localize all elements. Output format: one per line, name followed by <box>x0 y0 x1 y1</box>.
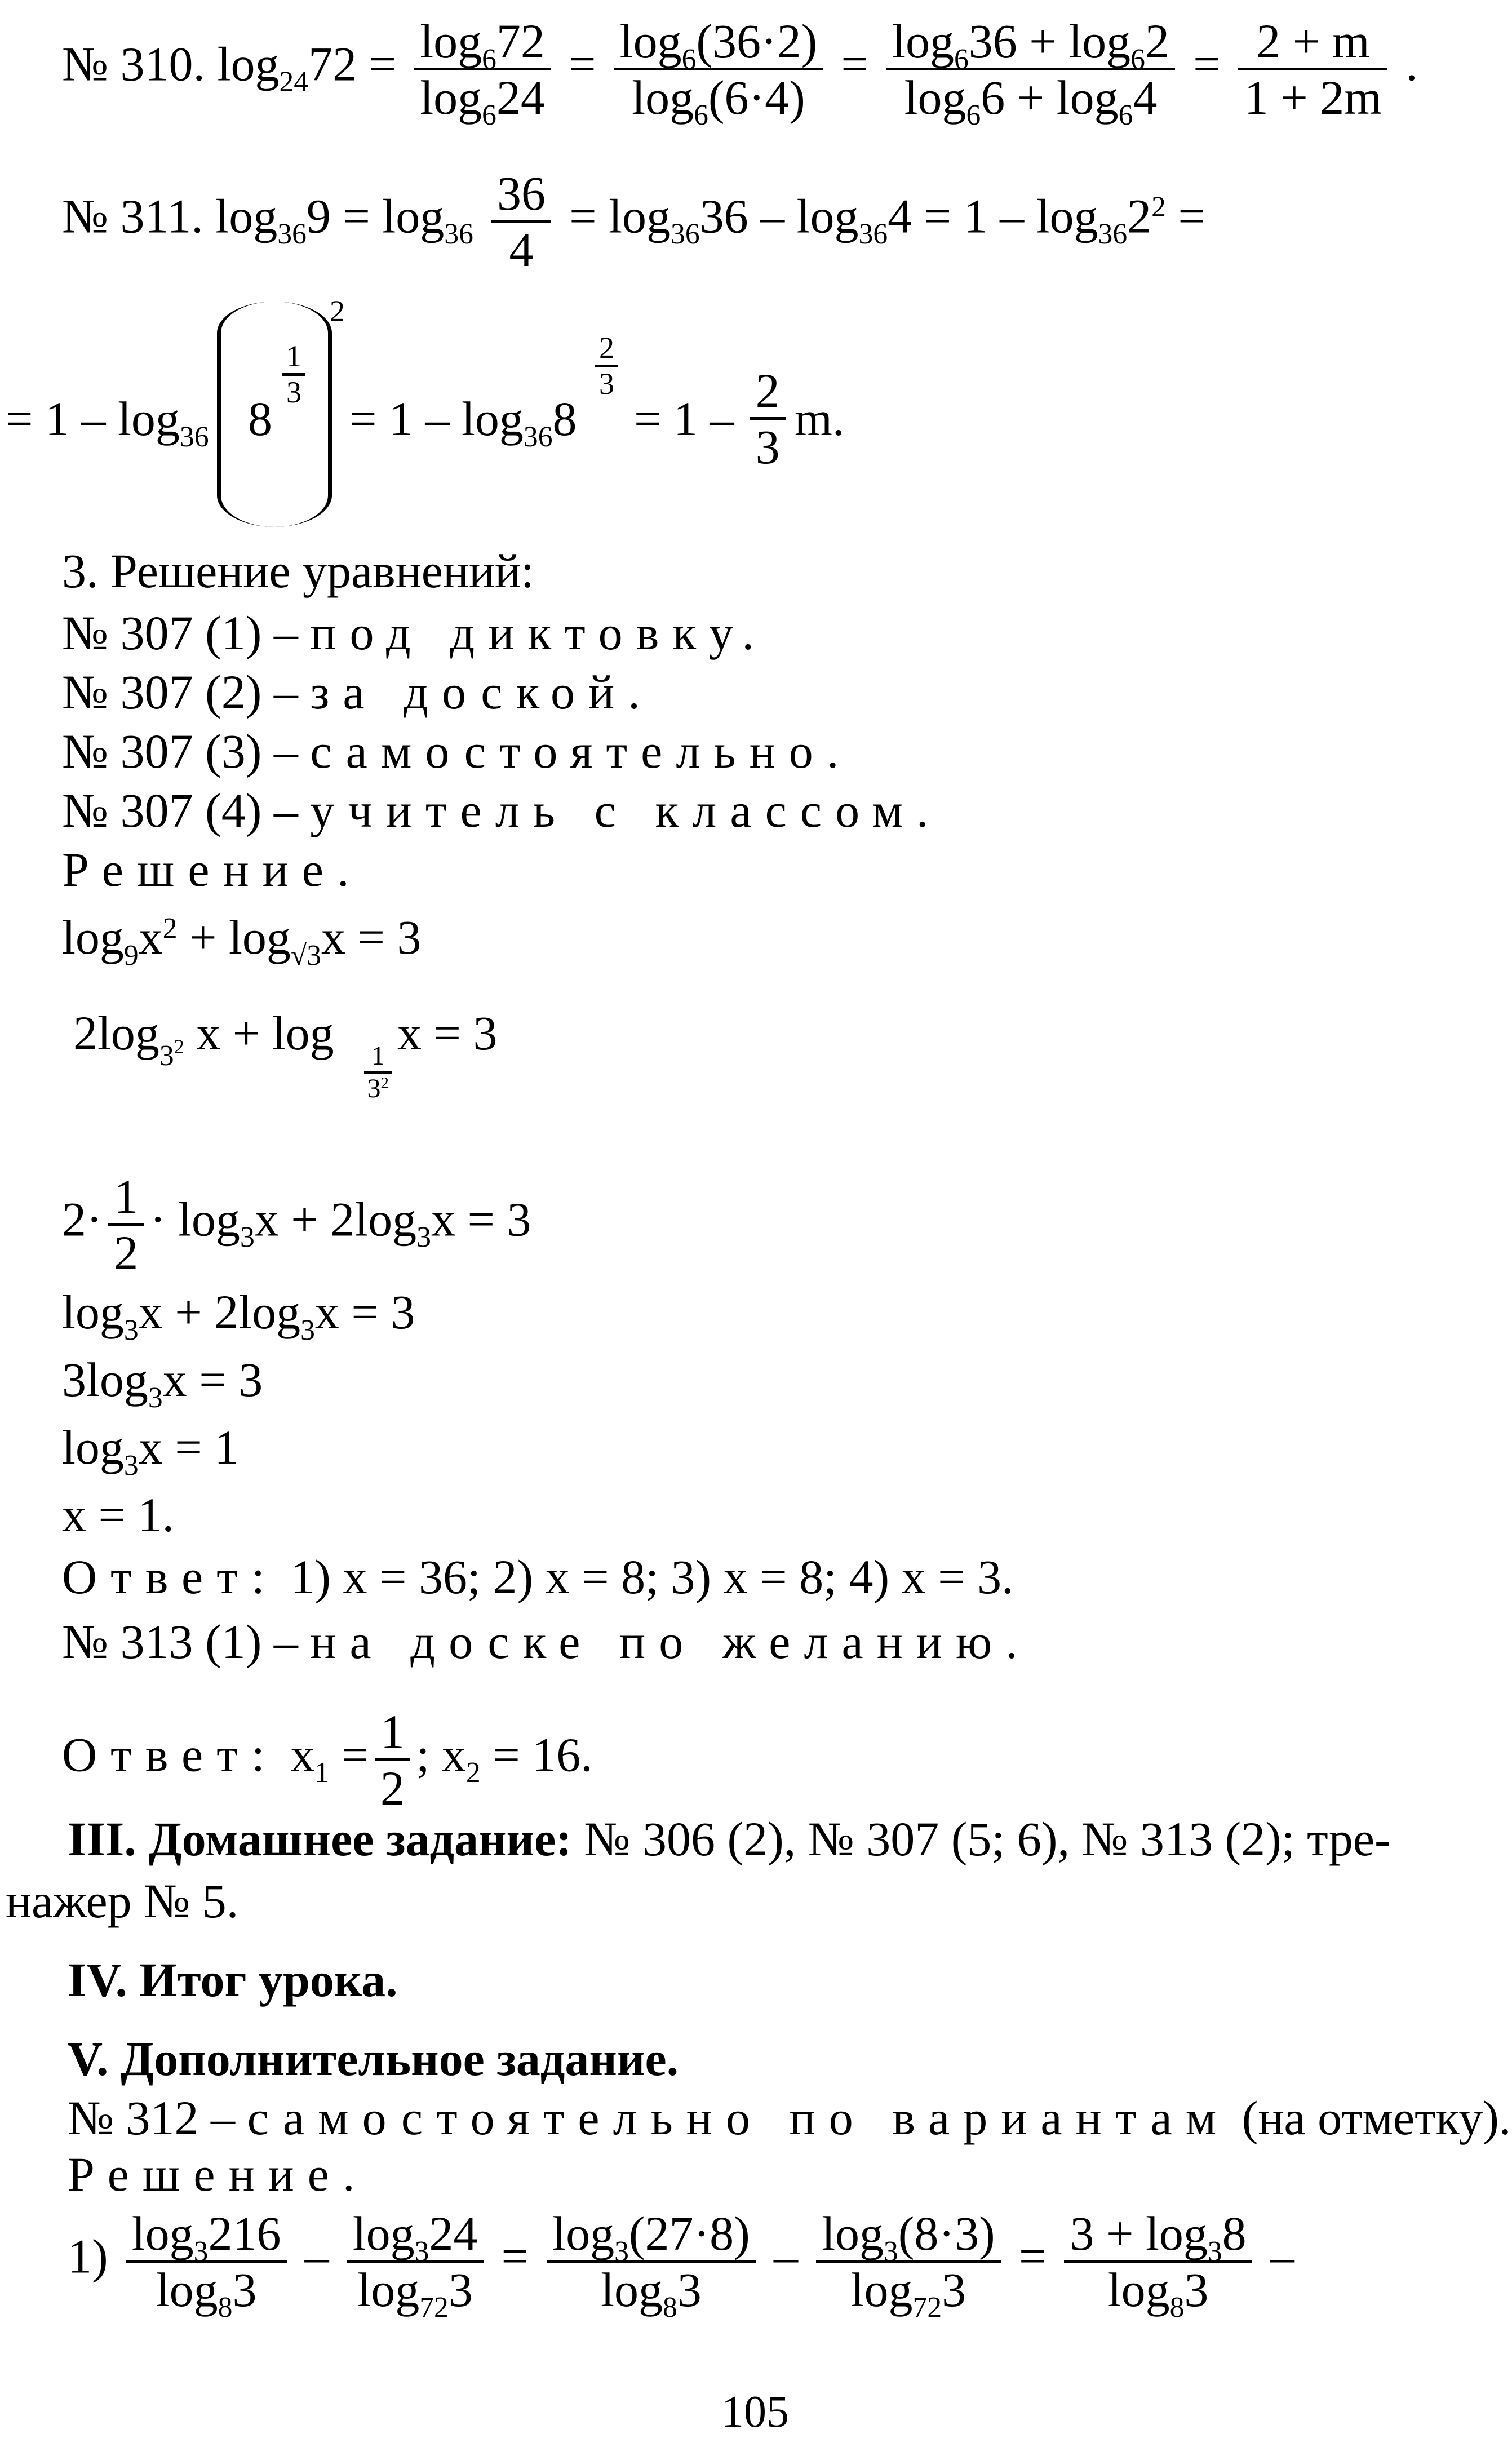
equation-line-1: $\log_9x^2 + \log_{√3}x = 3$ <box>62 910 422 972</box>
list-item: № 307 (4) – учитель с классом. <box>62 783 942 837</box>
equation-line-3: 2· $\frac{1}{2}$ · $\log_3x + 2\log_3x = 3$ <box>62 1169 531 1280</box>
outer-exponent: 2 <box>330 294 345 328</box>
extra-task-heading: V. Дополнительное задание. <box>68 2032 679 2086</box>
equation-line-7: x = 1. <box>62 1488 175 1542</box>
problem-312-line: № 312 – самостоятельно по вариантам (на отметку). <box>68 2091 1511 2145</box>
list-item: № 307 (2) – за доской. <box>62 665 654 719</box>
fraction-expanded: $\frac{\log_6(36\cdot 2)}{\log_6(6\cdot 4)}$ <box>614 17 823 122</box>
fraction-2: $\frac{\log_324}{\log_{72}3}$ <box>347 2209 483 2314</box>
inner-power-8: 8 <box>248 392 272 446</box>
section-3-title: 3. Решение уравнений: <box>62 544 534 598</box>
fraction-result-m: $\frac{2 + m}{1 + 2m}$ <box>1238 17 1387 122</box>
lesson-summary-heading: IV. Итог урока. <box>68 1953 398 2007</box>
problem-310-number: № 310. <box>62 37 206 91</box>
equation-line-5: $3\log_3x = 3$ <box>62 1353 263 1414</box>
equation-line-4: $\log_3x + 2\log_3x = 3$ <box>62 1285 415 1346</box>
fraction-5: $\frac{3 + \log_38}{\log_83}$ <box>1064 2209 1252 2314</box>
fraction-4: $\frac{\log_3(8\cdot 3)}{\log_{72}3}$ <box>816 2209 1001 2314</box>
large-parentheses <box>217 302 332 527</box>
problem-310-line: № 310. $\log_{24}72$ = $\frac{\log_672}{\log_624}$ = $\frac{\log_6(36\cdot 2)}{\log_6(6\cdot 4)}$ = $\frac{\log_636 + \log_62}{\log_66 + \log_64}$ = $\frac{2 + m}{1 + 2m}$ . <box>62 14 1418 132</box>
list-item: № 307 (3) – самостоятельно. <box>62 724 853 778</box>
solution-label: Решение. <box>62 843 363 897</box>
answer-307: Ответ: 1) x = 36; 2) x = 8; 3) x = 8; 4) x = 3. <box>62 1550 1014 1604</box>
problem-312-expression: 1) $\frac{\log_3216}{\log_83}$ – $\frac{\log_324}{\log_{72}3}$ = $\frac{\log_3(27\cdot 8)}{\log_83}$ – $\frac{\log_3(8\cdot 3)}{\log_{72}3}$ = $\frac{3 + \log_38}{\log_83}$ – <box>68 2206 1294 2324</box>
fraction-3: $\frac{\log_3(27\cdot 8)}{\log_83}$ <box>547 2209 756 2314</box>
fraction-1: $\frac{\log_3216}{\log_83}$ <box>126 2209 286 2314</box>
page-number: 105 <box>721 2387 789 2437</box>
document-page: № 310. $\log_{24}72$ = $\frac{\log_672}{\log_624}$ = $\frac{\log_6(36\cdot 2)}{\log_6(6\cdot 4)}$ = $\frac{\log_636 + \log_62}{\log_66 + \log_64}$ = $\frac{2 + m}{1 + 2m}$ . № 311. $\log_{36}9 = \log_{36}$ $\frac{36}{4}$ = $\log_{36}36 - \log_{36}4 = 1 - \log_{36}2^2$ = = $1 - \log_{36}$ 8 $\frac{1}{3}$ 2 = $1 - \log_{36}8$ $\frac{2}{3}$ = 1 – $\frac{2}{3}$ m. 3. Решение уравнений: № 307 (1) – под диктовку. № 307 (2) – за доской. № 307 (3) – самостоятельно. № 307 (4) – учитель с классом. Решение. $\log_9x^2 + \log_{√3}x = 3$ $2\log_{3^2}$ x + log $\frac{1}{3^2}$ x = 3 2· $\frac{1}{2}$ · $\log_3x + 2\log_3x = 3$ $\log_3x + 2\log_3x = 3$ $3\log_3x = 3$ $\log_3x = 1$ x = 1. Ответ: 1) x = 36; 2) x = 8; 3) x = 8; 4) x = 3. № 313 (1) – на доске по желанию. Ответ: $x_1$ = $\frac{1}{2}$ ; $x_2 = 16$. III. Домашнее задание: № 306 (2), № 307 (5; 6), № 313 (2); тре- нажер № 5. IV. Итог урока. V. Дополнительное задание. № 312 – самостоятельно по вариантам (на отметку). Решение. 1) $\frac{\log_3216}{\log_83}$ – $\frac{\log_324}{\log_{72}3}$ = $\frac{\log_3(27\cdot 8)}{\log_83}$ – $\frac{\log_3(8\cdot 3)}{\log_{72}3}$ = $\frac{3 + \log_38}{\log_83}$ – 105 <box>6 14 1511 2437</box>
fraction-log72-log24: $\frac{\log_672}{\log_624}$ <box>414 17 551 122</box>
homework-line-2: нажер № 5. <box>6 1874 239 1928</box>
list-item: № 307 (1) – под диктовку. <box>62 606 768 660</box>
equation-line-6: $\log_3x = 1$ <box>62 1420 239 1482</box>
fraction-36-4: $\frac{36}{4}$ <box>491 169 552 274</box>
problem-311-continuation: = $1 - \log_{36}$ <box>6 392 209 453</box>
solution-label-2: Решение. <box>68 2147 369 2201</box>
equation-line-2: $2\log_{3^2}$ x + log <box>73 1006 334 1072</box>
answer-313: Ответ: $x_1$ = $\frac{1}{2}$ ; $x_2 = 16$. <box>62 1705 593 1815</box>
problem-311-line: № 311. $\log_{36}9 = \log_{36}$ $\frac{36}{4}$ = $\log_{36}36 - \log_{36}4 = 1 - \log_{36}2^2$ = <box>62 166 1205 277</box>
fraction-2-3: $\frac{2}{3}$ <box>750 366 786 471</box>
problem-311-number: № 311. <box>62 189 203 243</box>
problem-313-line: № 313 (1) – на доске по желанию. <box>62 1615 1031 1669</box>
fraction-sum-logs: $\frac{\log_636 + \log_62}{\log_66 + \log_64}$ <box>886 17 1176 122</box>
homework-line: III. Домашнее задание: № 306 (2), № 307 (5; 6), № 313 (2); тре- <box>68 1812 1391 1866</box>
